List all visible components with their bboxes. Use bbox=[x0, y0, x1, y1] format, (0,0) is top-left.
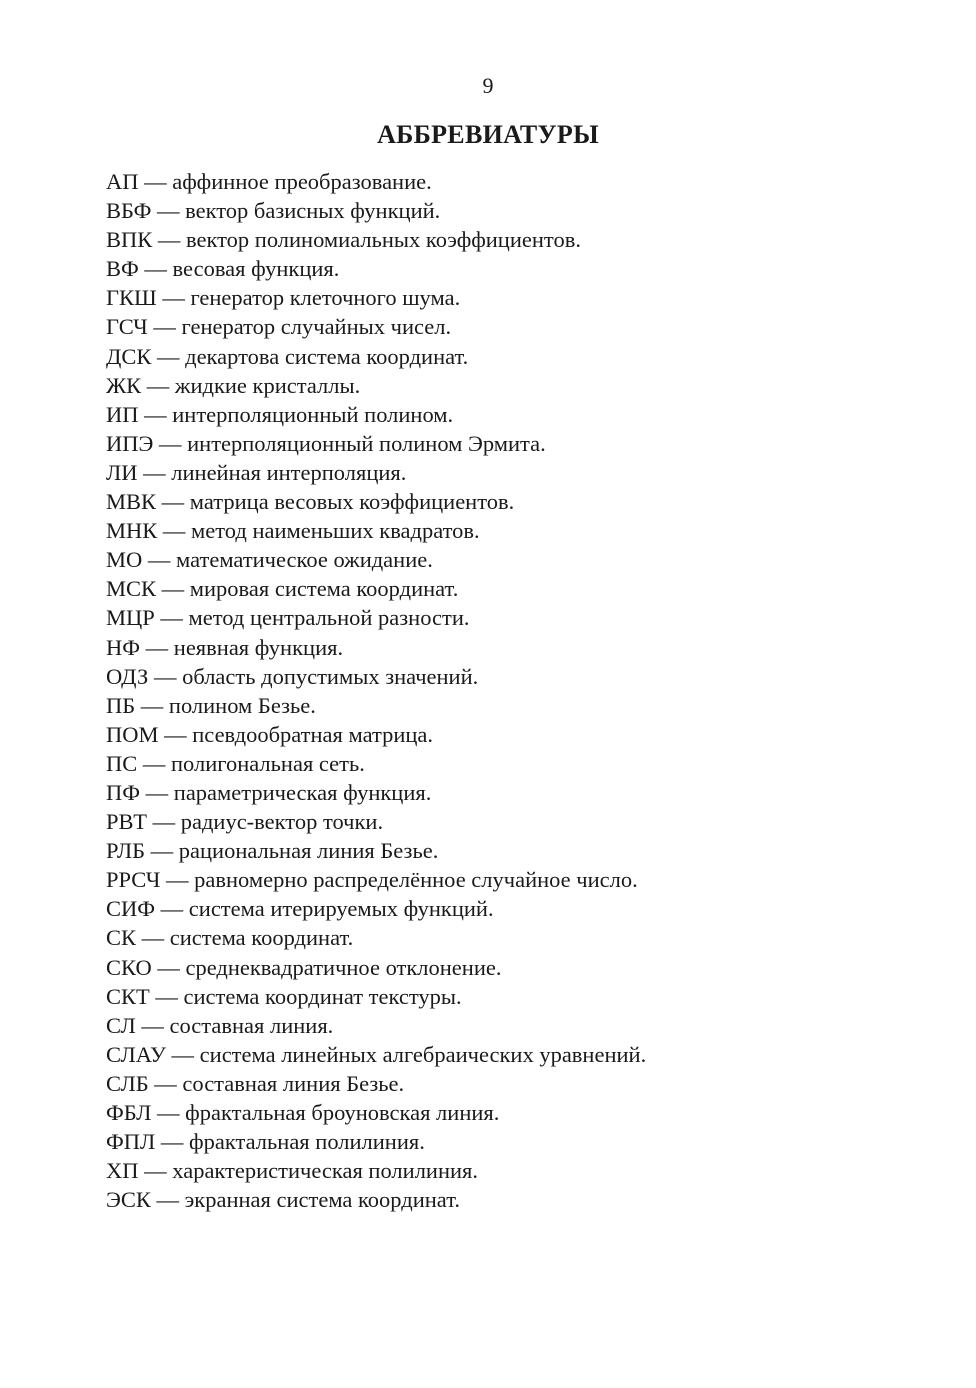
abbreviation-term: ВПК bbox=[106, 227, 153, 253]
abbreviation-item bbox=[106, 1069, 926, 1098]
abbreviation-term: ПОМ bbox=[106, 721, 159, 747]
abbreviation-term: ФПЛ bbox=[106, 1129, 156, 1155]
abbreviation-separator: — bbox=[138, 401, 173, 427]
abbreviation-term: ВФ bbox=[106, 256, 139, 282]
abbreviation-term: ФБЛ bbox=[106, 1100, 152, 1125]
abbreviation-separator: — bbox=[138, 169, 173, 194]
abbreviation-separator: — bbox=[156, 576, 190, 602]
abbreviation-separator: — bbox=[158, 721, 193, 747]
abbreviation-item bbox=[106, 691, 926, 720]
page-number: 9 bbox=[482, 73, 494, 98]
abbreviation-term: МНК bbox=[106, 518, 158, 544]
abbreviation-item bbox=[106, 400, 926, 429]
abbreviation-term: ГКШ bbox=[106, 285, 157, 311]
abbreviation-term: МВК bbox=[106, 489, 157, 515]
abbreviation-term: РВТ bbox=[106, 809, 147, 835]
abbreviation-definition: система координат текстуры. bbox=[183, 983, 462, 1009]
abbreviation-item bbox=[106, 953, 926, 982]
abbreviation-term: ЭСК bbox=[106, 1187, 151, 1213]
abbreviation-definition: среднеквадратичное отклонение. bbox=[185, 954, 502, 980]
abbreviation-definition: равномерно распределённое случайное число. bbox=[194, 867, 638, 893]
abbreviation-separator: — bbox=[148, 1070, 183, 1096]
abbreviation-term: МЦР bbox=[106, 605, 155, 631]
abbreviation-item bbox=[106, 633, 926, 662]
abbreviation-separator: — bbox=[147, 314, 182, 340]
abbreviation-separator: — bbox=[156, 285, 191, 311]
abbreviation-separator: — bbox=[157, 518, 192, 544]
abbreviation-term: ПФ bbox=[106, 779, 141, 805]
abbreviation-item bbox=[106, 167, 926, 196]
abbreviation-item bbox=[106, 312, 926, 341]
abbreviation-definition: вектор базисных функций. bbox=[185, 198, 441, 224]
abbreviation-definition: рациональная линия Безье. bbox=[178, 838, 439, 864]
abbreviation-separator: — bbox=[137, 750, 172, 776]
abbreviation-term: ИПЭ bbox=[106, 430, 154, 456]
abbreviation-separator: — bbox=[138, 1158, 173, 1184]
abbreviation-item bbox=[106, 429, 926, 458]
abbreviation-definition: фрактальная полилиния. bbox=[189, 1129, 425, 1155]
abbreviation-definition: интерполяционный полином Эрмита. bbox=[187, 430, 546, 456]
abbreviation-separator: — bbox=[155, 896, 189, 922]
abbreviation-term: ВБФ bbox=[106, 198, 152, 224]
abbreviation-item bbox=[106, 1185, 926, 1214]
abbreviation-term: ИП bbox=[106, 401, 139, 427]
abbreviation-term: ОДЗ bbox=[106, 663, 149, 689]
abbreviation-definition: экранная система координат. bbox=[184, 1187, 460, 1213]
abbreviation-item bbox=[106, 254, 926, 283]
abbreviation-definition: система линейных алгебраических уравнений. bbox=[199, 1041, 647, 1067]
abbreviation-term: СЛАУ bbox=[106, 1041, 166, 1067]
abbreviation-separator: — bbox=[146, 809, 181, 835]
abbreviation-item bbox=[106, 545, 926, 574]
abbreviation-item bbox=[106, 283, 926, 312]
abbreviation-item bbox=[106, 894, 926, 923]
abbreviation-separator: — bbox=[150, 1187, 185, 1213]
abbreviation-term: СКТ bbox=[106, 983, 150, 1009]
abbreviation-item bbox=[106, 865, 926, 894]
abbreviation-item bbox=[106, 574, 926, 603]
abbreviation-separator: — bbox=[140, 779, 174, 805]
abbreviation-separator: — bbox=[148, 663, 183, 689]
abbreviation-definition: параметрическая функция. bbox=[173, 779, 432, 805]
abbreviation-item bbox=[106, 1011, 926, 1040]
abbreviation-separator: — bbox=[141, 372, 175, 398]
abbreviation-definition: неявная функция. bbox=[173, 634, 344, 660]
abbreviation-separator: — bbox=[151, 954, 186, 980]
abbreviation-definition: составная линия. bbox=[169, 1012, 334, 1038]
abbreviation-item bbox=[106, 807, 926, 836]
abbreviation-term: СЛ bbox=[106, 1012, 136, 1038]
abbreviation-term: СКО bbox=[106, 954, 152, 980]
abbreviation-item bbox=[106, 487, 926, 516]
abbreviation-term: ПС bbox=[106, 750, 138, 776]
abbreviation-separator: — bbox=[136, 925, 170, 951]
abbreviation-item bbox=[106, 516, 926, 545]
abbreviation-definition: жидкие кристаллы. bbox=[174, 372, 361, 398]
abbreviation-term: СК bbox=[106, 925, 137, 951]
abbreviation-item bbox=[106, 342, 926, 371]
abbreviation-item bbox=[106, 1127, 926, 1156]
abbreviation-list bbox=[106, 167, 926, 1214]
abbreviation-separator: — bbox=[153, 430, 188, 456]
abbreviation-definition: составная линия Безье. bbox=[182, 1070, 405, 1096]
abbreviation-item bbox=[106, 778, 926, 807]
abbreviation-term: РРСЧ bbox=[106, 867, 161, 893]
abbreviation-definition: полигональная сеть. bbox=[171, 750, 365, 776]
abbreviation-item bbox=[106, 923, 926, 952]
abbreviation-definition: полином Безье. bbox=[168, 692, 316, 718]
abbreviation-item bbox=[106, 1156, 926, 1185]
abbreviation-item bbox=[106, 982, 926, 1011]
abbreviation-definition: декартова система координат. bbox=[185, 343, 469, 369]
abbreviation-separator: — bbox=[138, 256, 173, 282]
abbreviation-separator: — bbox=[151, 1100, 186, 1125]
abbreviation-separator: — bbox=[151, 198, 186, 224]
abbreviation-definition: радиус-вектор точки. bbox=[180, 809, 384, 835]
abbreviation-term: ДСК bbox=[106, 343, 152, 369]
abbreviation-separator: — bbox=[160, 867, 195, 893]
abbreviation-term: МСК bbox=[106, 576, 157, 602]
abbreviation-definition: весовая функция. bbox=[172, 256, 340, 282]
abbreviation-term: ЛИ bbox=[106, 459, 138, 485]
abbreviation-definition: метод наименьших квадратов. bbox=[191, 518, 480, 544]
abbreviation-term: МО bbox=[106, 547, 143, 573]
abbreviation-definition: матрица весовых коэффициентов. bbox=[189, 489, 515, 515]
abbreviation-item bbox=[106, 720, 926, 749]
abbreviation-separator: — bbox=[165, 1041, 200, 1067]
abbreviation-separator: — bbox=[156, 489, 190, 515]
abbreviation-separator: — bbox=[142, 547, 177, 573]
abbreviation-definition: мировая система координат. bbox=[189, 576, 459, 602]
page-title: АББРЕВИАТУРЫ bbox=[377, 120, 599, 149]
abbreviation-separator: — bbox=[149, 983, 184, 1009]
abbreviation-definition: область допустимых значений. bbox=[182, 663, 479, 689]
abbreviation-definition: система координат. bbox=[169, 925, 354, 951]
abbreviation-separator: — bbox=[140, 634, 174, 660]
abbreviation-definition: линейная интерполяция. bbox=[171, 459, 407, 485]
abbreviation-item bbox=[106, 603, 926, 632]
abbreviation-item bbox=[106, 836, 926, 865]
abbreviation-definition: генератор клеточного шума. bbox=[190, 285, 461, 311]
abbreviation-item bbox=[106, 458, 926, 487]
abbreviation-definition: вектор полиномиальных коэффициентов. bbox=[186, 227, 581, 253]
abbreviation-separator: — bbox=[151, 343, 186, 369]
abbreviation-term: НФ bbox=[106, 634, 141, 660]
abbreviation-item bbox=[106, 225, 926, 254]
abbreviation-separator: — bbox=[135, 1012, 170, 1038]
abbreviation-definition: интерполяционный полином. bbox=[172, 401, 454, 427]
abbreviation-definition: генератор случайных чисел. bbox=[181, 314, 452, 340]
abbreviation-definition: метод центральной разности. bbox=[188, 605, 470, 631]
abbreviation-definition: псевдообратная матрица. bbox=[192, 721, 434, 747]
abbreviation-definition: аффинное преобразование. bbox=[172, 169, 432, 194]
abbreviation-item bbox=[106, 662, 926, 691]
abbreviation-definition: система итерируемых функций. bbox=[188, 896, 494, 922]
abbreviation-item bbox=[106, 1098, 926, 1127]
abbreviation-term: РЛБ bbox=[106, 838, 146, 864]
abbreviation-item bbox=[106, 1040, 926, 1069]
abbreviation-item bbox=[106, 196, 926, 225]
abbreviation-separator: — bbox=[137, 459, 172, 485]
abbreviation-item bbox=[106, 749, 926, 778]
abbreviation-separator: — bbox=[154, 605, 189, 631]
abbreviation-separator: — bbox=[145, 838, 179, 864]
abbreviation-term: ГСЧ bbox=[106, 314, 148, 340]
abbreviation-separator: — bbox=[135, 692, 169, 718]
abbreviation-definition: характеристическая полилиния. bbox=[172, 1158, 479, 1184]
abbreviation-term: СЛБ bbox=[106, 1070, 149, 1096]
abbreviation-term: СИФ bbox=[106, 896, 156, 922]
abbreviation-term: ЖК bbox=[106, 372, 142, 398]
abbreviation-separator: — bbox=[152, 227, 187, 253]
abbreviation-definition: математическое ожидание. bbox=[176, 547, 433, 573]
abbreviation-term: ХП bbox=[106, 1158, 139, 1184]
abbreviation-separator: — bbox=[155, 1129, 190, 1155]
abbreviation-definition: фрактальная броуновская линия. bbox=[185, 1100, 500, 1125]
abbreviation-term: ПБ bbox=[106, 692, 136, 718]
abbreviation-item bbox=[106, 371, 926, 400]
abbreviation-term: АП bbox=[106, 169, 139, 194]
